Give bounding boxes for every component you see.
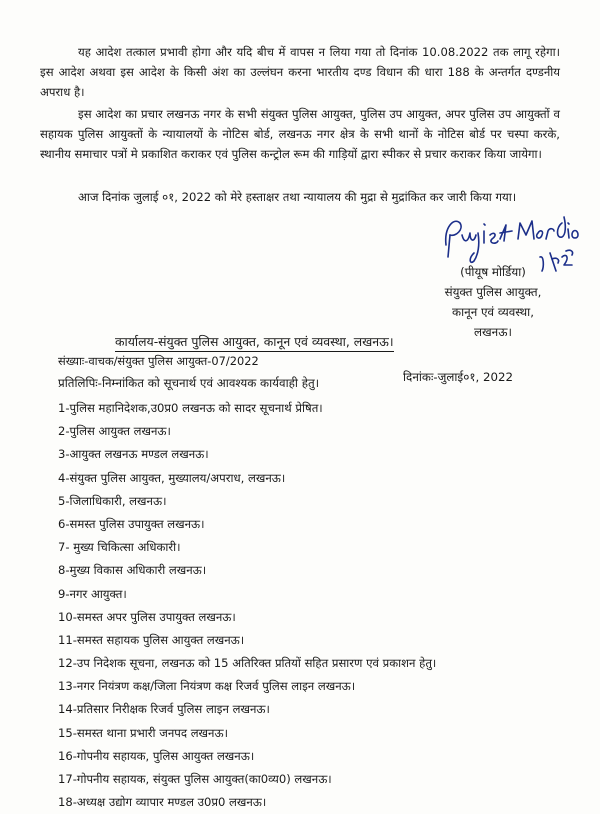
list-item: 9-नगर आयुक्त।: [58, 586, 127, 601]
list-item: 18-अध्यक्ष उद्योग व्यापार मण्डल उ0प्र0 लखनऊ।: [58, 795, 267, 810]
reference-number: संख्याः-वाचक/संयुक्त पुलिस आयुक्त-07/2022: [58, 354, 259, 368]
list-item: 11-समस्त सहायक पुलिस आयुक्त लखनऊ।: [58, 632, 245, 647]
list-item: 15-समस्त थाना प्रभारी जनपद लखनऊ।: [58, 725, 228, 740]
list-item: 5-जिलाधिकारी, लखनऊ।: [58, 493, 167, 508]
list-item: 2-पुलिस आयुक्त लखनऊ।: [58, 424, 171, 439]
list-item: 17-गोपनीय सहायक, संयुक्त पुलिस आयुक्त(का0व्य0) लखनऊ।: [58, 772, 332, 786]
list-item: 3-आयुक्त लखनऊ मण्डल लखनऊ।: [58, 447, 209, 462]
order-paragraph-issue-date: आज दिनांक जुलाई ०१, 2022 को मेरे हस्ताक्षर तथा न्यायालय की मुद्रा से मुद्रांकित कर जारी किया गया।: [78, 189, 517, 204]
list-item: 4-संयुक्त पुलिस आयुक्त, मुख्यालय/अपराध, लखनऊ।: [58, 470, 286, 485]
signatory-name: (पीयूष मोर्डिया): [460, 265, 526, 279]
order-paragraph-validity: यह आदेश तत्काल प्रभावी होगा और यदि बीच में वापस न लिया गया तो दिनांक 10.08.2022 तक लागू रहेगा। इस आदेश अथवा इस आदेश के किसी अंश का उल्लंघन करना भारतीय दण्ड विधान की धारा 188 के अन्तर्गत दण्डनीय अपराध है।: [40, 44, 560, 99]
list-item: 13-नगर नियंत्रण कक्ष/जिला नियंत्रण कक्ष रिजर्व पुलिस लाइन लखनऊ।: [58, 679, 356, 694]
list-item: 1-पुलिस महानिदेशक,उ0प्र0 लखनऊ को सादर सूचनार्थ प्रेषित।: [58, 401, 323, 415]
list-item: 14-प्रतिसार निरीक्षक रिजर्व पुलिस लाइन लखनऊ।: [58, 702, 270, 717]
signatory-block: [418, 262, 568, 342]
signatory-designation: संयुक्त पुलिस आयुक्त,: [444, 285, 542, 299]
order-paragraph-publicity: इस आदेश का प्रचार लखनऊ नगर के सभी संयुक्त पुलिस आयुक्त, पुलिस उप आयुक्त, अपर पुलिस उप आयुक्तों व सहायक पुलिस आयुक्तों के न्यायालयों के नोटिस बोर्ड, लखनऊ नगर क्षेत्र के सभी थानों के नोटिस बोर्ड पर चस्पा करके, स्थानीय समाचार पत्रों मे प्रकाशित कराकर एवं पुलिस कन्ट्रोल रूम की गाड़ियों द्वारा स्पीकर से प्रचार कराकर किया जायेगा।: [40, 106, 560, 161]
signatory-city: लखनऊ।: [474, 325, 512, 339]
list-item: 6-समस्त पुलिस उपायुक्त लखनऊ।: [58, 516, 205, 531]
reference-date: दिनांकः-जुलाई०१, 2022: [403, 370, 514, 384]
list-item: 12-उप निदेशक सूचना, लखनऊ को 15 अतिरिक्त प्रतियों सहित प्रसारण एवं प्रकाशन हेतु।: [58, 656, 437, 671]
list-item: 16-गोपनीय सहायक, पुलिस आयुक्त लखनऊ।: [58, 748, 255, 763]
list-item: 7- मुख्य चिकित्सा अधिकारी।: [58, 540, 181, 555]
copy-intro: प्रतिलिपिः-निम्नांकित को सूचनार्थ एवं आवश्यक कार्यवाही हेतु।: [58, 376, 320, 390]
distribution-list: [58, 397, 436, 814]
signatory-department: कानून एवं व्यवस्था,: [452, 305, 534, 319]
list-item: 8-मुख्य विकास अधिकारी लखनऊ।: [58, 563, 207, 578]
office-heading: कार्यालय-संयुक्त पुलिस आयुक्त, कानून एवं व्यवस्था, लखनऊ।: [115, 333, 394, 352]
list-item: 10-समस्त अपर पुलिस उपायुक्त लखनऊ।: [58, 609, 236, 624]
